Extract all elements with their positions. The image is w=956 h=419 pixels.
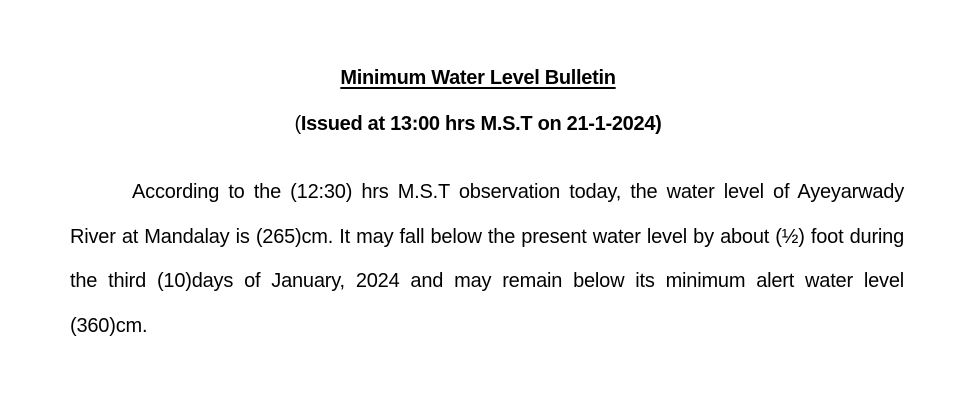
bulletin-body: According to the (12:30) hrs M.S.T observation today, the water level of Ayeyarwady River at Mandalay is (265)cm. It may fall below the present water level by about (½) foot during the third (10)days of January, 2024 and may remain below its minimum alert water level (360)cm. xyxy=(70,181,904,338)
bulletin-title-line xyxy=(0,64,956,92)
bulletin-title: Minimum Water Level Bulletin xyxy=(340,67,616,89)
issued-line xyxy=(0,110,956,138)
issued-open-paren: ( xyxy=(294,113,301,135)
issued-text: Issued at 13:00 hrs M.S.T on 21-1-2024) xyxy=(300,113,662,135)
